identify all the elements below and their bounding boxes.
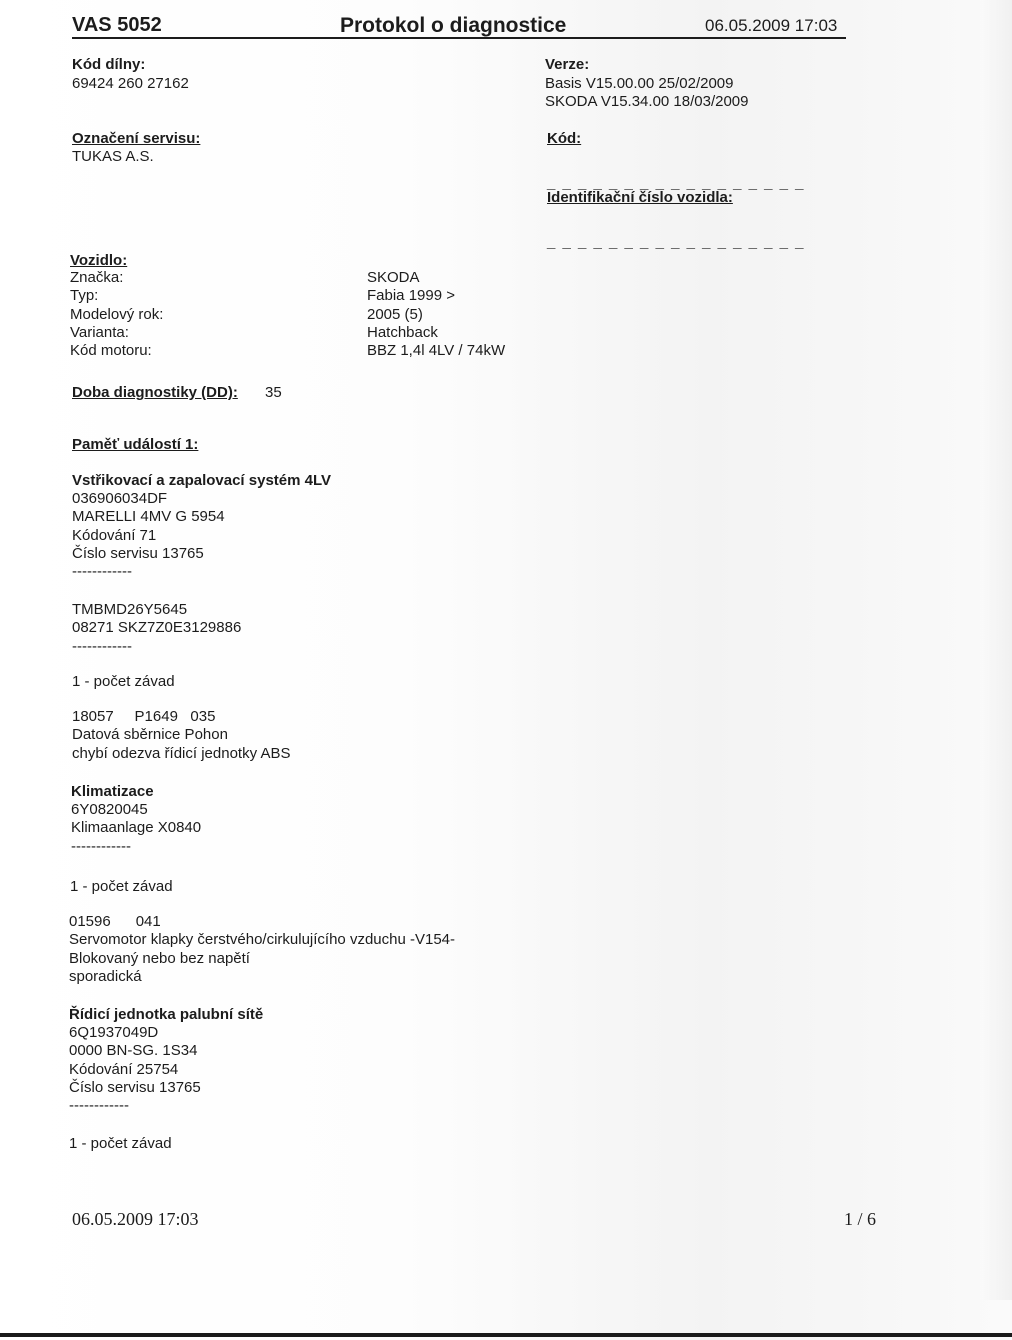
system-3-part-number: 6Q1937049D (69, 1024, 159, 1041)
service-label: Označení servisu: (72, 130, 201, 147)
system-3-separator: ------------ (69, 1097, 129, 1115)
vehicle-heading: Vozidlo: (70, 252, 128, 269)
system-1-ids (72, 601, 241, 656)
workshop-code-label: Kód dílny: (72, 56, 146, 73)
duration-value: 35 (265, 384, 282, 401)
vehicle-values (367, 269, 505, 360)
system-1-vin: TMBMD26Y5645 (72, 601, 188, 618)
vehicle-labels (70, 269, 163, 360)
system-1-component: MARELLI 4MV G 5954 (72, 508, 225, 526)
vehicle-engine-value: BBZ 1,4l 4LV / 74kW (367, 342, 506, 360)
system-1-faults (72, 708, 290, 763)
code-label: Kód: (547, 130, 582, 147)
system-3-info (69, 1024, 201, 1115)
system-3-name: Řídicí jednotka palubní sítě (69, 1006, 264, 1023)
system-3-coding: Kódování 25754 (69, 1060, 179, 1078)
vehicle-year-label: Modelový rok: (70, 305, 164, 323)
system-3-service-number: Číslo servisu 13765 (69, 1078, 201, 1096)
code-dashes: _ _ _ _ _ _ _ _ _ _ _ _ _ _ _ _ _ (547, 174, 805, 191)
document-title: Protokol o diagnostice (340, 14, 567, 37)
scan-shadow (982, 0, 1012, 1300)
version-lines (545, 75, 749, 112)
system-1-info (72, 490, 225, 581)
system-2-info (71, 801, 201, 856)
system-2-name: Klimatizace (71, 783, 154, 800)
duration-label: Doba diagnostiky (DD): (72, 384, 238, 401)
system-1-fault-detail: chybí odezva řídicí jednotky ABS (72, 744, 291, 762)
system-1-fault-code: 18057 P1649 035 (72, 708, 216, 725)
system-1-separator-2: ------------ (72, 637, 132, 655)
system-3-component: 0000 BN-SG. 1S34 (69, 1042, 198, 1060)
vehicle-type-value: Fabia 1999 > (367, 287, 455, 305)
system-3-fault-count: 1 - počet závad (69, 1135, 172, 1152)
vehicle-type-label: Typ: (70, 287, 99, 305)
device-name: VAS 5052 (72, 14, 162, 36)
version-label: Verze: (545, 56, 590, 73)
system-1-fault-text: Datová sběrnice Pohon (72, 726, 228, 744)
system-1-service-number: Číslo servisu 13765 (72, 544, 204, 562)
system-2-fault-frequency: sporadická (69, 967, 142, 985)
system-1-separator: ------------ (72, 563, 132, 581)
system-2-fault-code: 01596 041 (69, 913, 161, 930)
system-2-fault-detail: Blokovaný nebo bez napětí (69, 949, 250, 967)
system-1-name: Vstřikovací a zapalovací systém 4LV (72, 472, 332, 489)
header-rule (72, 37, 846, 39)
system-2-fault-text: Servomotor klapky čerstvého/cirkulujícího vzduchu -V154- (69, 931, 456, 949)
vehicle-engine-label: Kód motoru: (70, 342, 152, 360)
service-value: TUKAS A.S. (72, 148, 154, 165)
system-2-separator: ------------ (71, 837, 131, 855)
scan-bottom-edge (0, 1333, 1012, 1337)
vin-dashes: _ _ _ _ _ _ _ _ _ _ _ _ _ _ _ _ _ (547, 233, 805, 250)
system-2-part-number: 6Y0820045 (71, 801, 148, 818)
version-basis: Basis V15.00.00 25/02/2009 (545, 75, 734, 92)
version-skoda: SKODA V15.34.00 18/03/2009 (545, 93, 749, 111)
page-number: 1 / 6 (844, 1209, 877, 1229)
workshop-code-value: 69424 260 27162 (72, 75, 189, 92)
system-1-fault-count: 1 - počet závad (72, 673, 175, 690)
system-1-coding: Kódování 71 (72, 526, 157, 544)
vehicle-variant-label: Varianta: (70, 323, 129, 341)
vehicle-make-value: SKODA (367, 269, 420, 286)
memory-heading: Paměť událostí 1: (72, 436, 199, 453)
system-2-fault-count: 1 - počet závad (70, 878, 173, 895)
vehicle-make-label: Značka: (70, 269, 124, 286)
system-2-faults (69, 913, 455, 986)
system-1-part-number: 036906034DF (72, 490, 168, 507)
footer-datetime: 06.05.2009 17:03 (72, 1209, 199, 1229)
header-datetime: 06.05.2009 17:03 (705, 16, 838, 35)
vehicle-variant-value: Hatchback (367, 323, 438, 341)
system-2-component: Klimaanlage X0840 (71, 819, 202, 837)
vin-label: Identifikační číslo vozidla: (547, 189, 733, 206)
vehicle-year-value: 2005 (5) (367, 305, 423, 323)
system-1-immo: 08271 SKZ7Z0E3129886 (72, 619, 242, 637)
